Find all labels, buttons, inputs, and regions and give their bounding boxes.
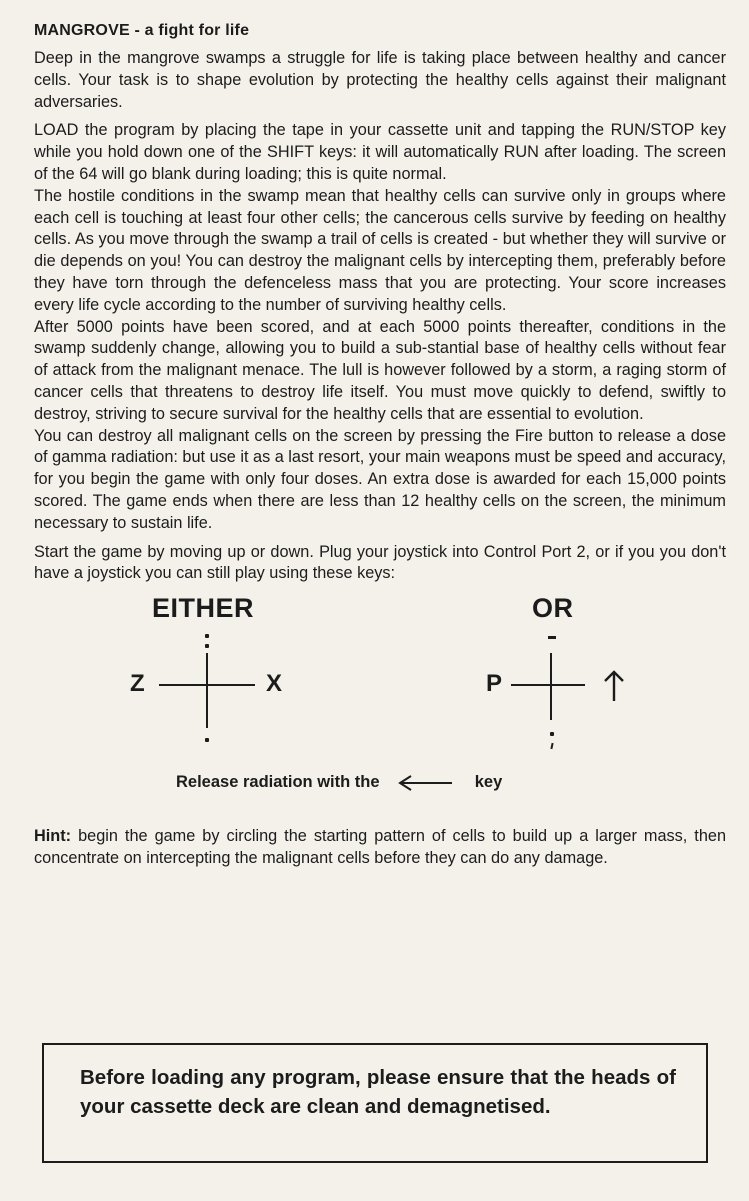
or-vertical-line [550,653,552,720]
either-heading: EITHER [152,593,255,624]
either-up-key-dot [205,634,209,638]
or-horizontal-line [511,684,585,686]
either-up-key-dot [205,644,209,648]
hint-paragraph [34,826,726,869]
or-down-key-dot [550,732,554,736]
release-key-suffix: key [474,773,503,792]
or-down-key-comma [550,743,553,749]
either-down-key-dot [205,738,209,742]
cassette-notice-text: Before loading any program, please ensure that the heads of your cassette deck are clean and demagnetised. [80,1066,676,1118]
cassette-notice-box [42,1043,708,1163]
load-paragraph: LOAD the program by placing the tape in your cassette unit and tapping the RUN/STOP key while you hold down one of the SHIFT keys: it will automatically RUN after loading. The screen of the 64 will go blank during loading; this is quite normal. [34,121,726,183]
release-radiation-line [176,773,596,792]
release-label: Release radiation with the [176,773,380,792]
page-title: MANGROVE - a fight for life [34,22,250,39]
left-arrow-key-icon [398,775,454,791]
start-paragraph: Start the game by moving up or down. Plug your joystick into Control Port 2, or if you you don't have a joystick you can still play using these keys: [34,542,726,583]
radiation-paragraph: You can destroy all malignant cells on the screen by pressing the Fire button to release a dose of gamma radiation: but use it as a last resort, your main weapons must be speed and accuracy, for you begin the game with only four doses. An extra dose is awarded for each 15,000 points scored. The game ends when there are less than 12 healthy cells on the screen, the minimum necessary to sustain life. [34,426,727,532]
either-vertical-line [206,653,208,728]
key-diagram [34,593,726,828]
either-left-key: Z [130,670,145,698]
up-arrow-icon [603,669,625,703]
storm-paragraph: After 5000 points have been scored, and at each 5000 points thereafter, conditions in the swamp suddenly change, allowing you to build a sub-stantial base of healthy cells without fear of attack from the malignant menace. The lull is however followed by a storm, a raging storm of cancer cells that threatens to destroy life itself. You must move quickly to defend, swiftly to destroy, striving to secure survival for the healthy cells that are essential to evolution. [34,317,726,423]
rules-paragraph: The hostile conditions in the swamp mean that healthy cells can survive only in groups where each cell is touching at least four other cells; the cancerous cells survive by feeding on healthy cells. As you move through the swamp a trail of cells is created - but whether they will survive or die depends on you! You can destroy the malignant cells by intercepting them, preferably before they have torn through the defenceless mass that you are protecting. Your score increases every life cycle according to the number of surviving healthy cells. [34,186,726,314]
or-heading: OR [532,593,574,624]
hint-label: Hint: [34,827,72,846]
instructions-page [34,20,726,869]
or-up-key-dash [548,636,556,639]
intro-paragraph: Deep in the mangrove swamps a struggle for life is taking place between healthy and cancer cells. Your task is to shape evolution by protecting the healthy cells against their malignant adversaries. [34,49,726,111]
either-right-key: X [266,670,283,698]
or-left-key: P [486,670,503,698]
hint-text: begin the game by circling the starting pattern of cells to build up a larger mass, then concentrate on intercepting the malignant cells before they can do any damage. [34,827,726,867]
